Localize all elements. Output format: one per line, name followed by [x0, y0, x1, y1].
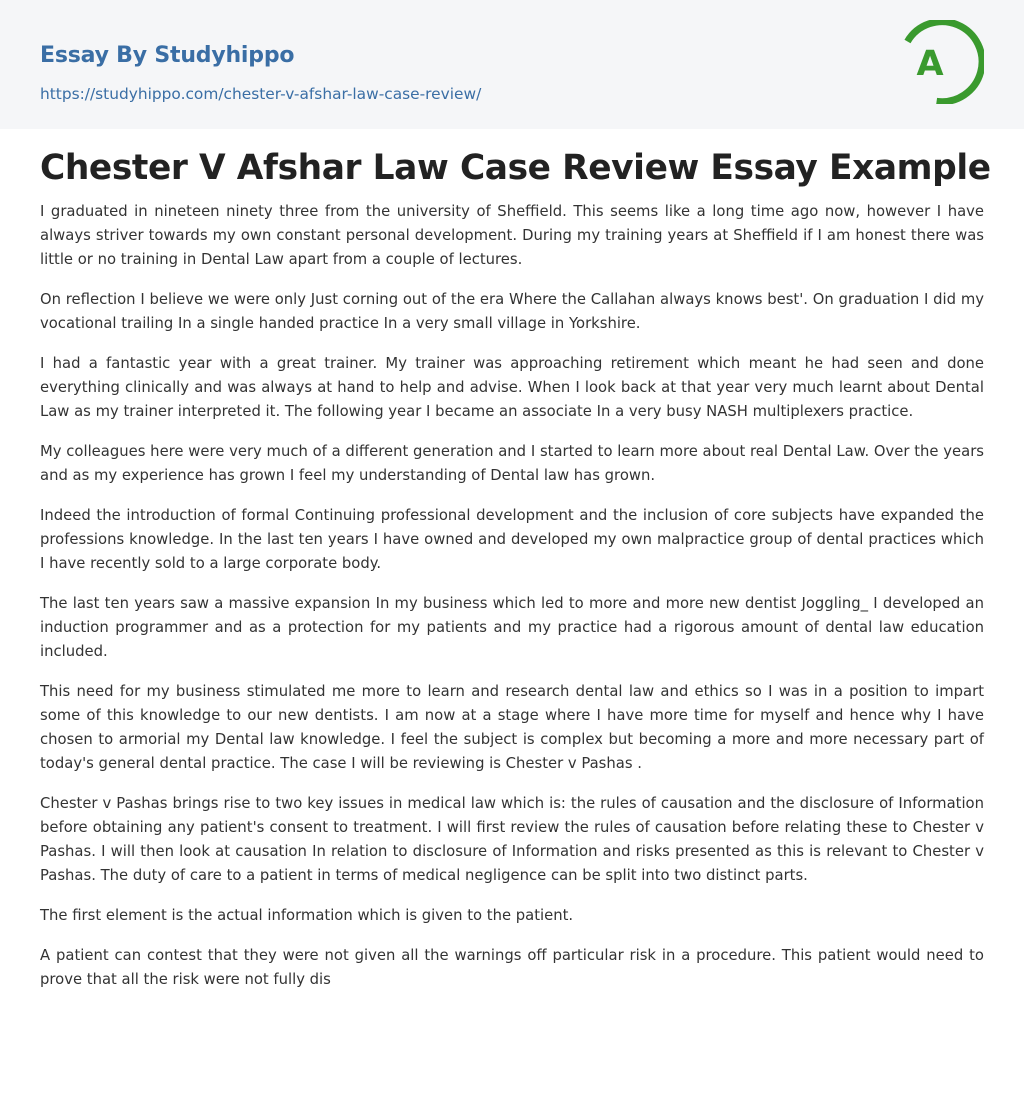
logo-letter: A — [916, 44, 944, 84]
site-brand[interactable]: Essay By Studyhippo — [40, 43, 295, 68]
studyhippo-logo-icon[interactable] — [900, 20, 984, 104]
article-paragraph: My colleagues here were very much of a different generation and I started to learn more about real Dental Law. Over the years and as my experience has grown I feel my understanding of Dental law has grown. — [40, 443, 984, 484]
article-title: Chester V Afshar Law Case Review Essay Example — [40, 148, 991, 188]
article-paragraph: Chester v Pashas brings rise to two key issues in medical law which is: the rules of causation and the disclosure of Information before obtaining any patient's consent to treatment. I will first review the rules of causation before relating these to Chester v Pashas. I will then look at causation In relation to disclosure of Information and risks presented as this is relevant to Chester v Pashas. The duty of care to a patient in terms of medical negligence can be split into two distinct parts. — [40, 795, 984, 884]
article-body — [40, 200, 984, 992]
article-paragraph: A patient can contest that they were not given all the warnings off particular risk in a procedure. This patient would need to prove that all the risk were not fully dis — [40, 947, 984, 988]
article-url-link[interactable]: https://studyhippo.com/chester-v-afshar-law-case-review/ — [40, 85, 482, 103]
article-paragraph: This need for my business stimulated me more to learn and research dental law and ethics so I was in a position to impart some of this knowledge to our new dentists. I am now at a stage where I have more time for myself and hence why I have chosen to armorial my Dental law knowledge. I feel the subject is complex but becoming a more and more necessary part of today's general dental practice. The case I will be reviewing is Chester v Pashas . — [40, 683, 984, 772]
article-paragraph: I graduated in nineteen ninety three from the university of Sheffield. This seems like a long time ago now, however I have always striver towards my own constant personal development. During my training years at Sheffield if I am honest there was little or no training in Dental Law apart from a couple of lectures. — [40, 203, 984, 268]
article-paragraph: On reflection I believe we were only Just corning out of the era Where the Callahan always knows best'. On graduation I did my vocational trailing In a single handed practice In a very small village in Yorkshire. — [40, 291, 984, 332]
article-paragraph: I had a fantastic year with a great trainer. My trainer was approaching retirement which meant he had seen and done everything clinically and was always at hand to help and advise. When I look back at that year very much learnt about Dental Law as my trainer interpreted it. The following year I became an associate In a very busy NASH multiplexers practice. — [40, 355, 984, 420]
article-paragraph: Indeed the introduction of formal Continuing professional development and the inclusion of core subjects have expanded the professions knowledge. In the last ten years I have owned and developed my own malpractice group of dental practices which I have recently sold to a large corporate body. — [40, 507, 984, 572]
article-paragraph: The last ten years saw a massive expansion In my business which led to more and more new dentist Joggling_ I developed an induction programmer and as a protection for my patients and my practice had a rigorous amount of dental law education included. — [40, 595, 984, 660]
article-paragraph: The first element is the actual information which is given to the patient. — [40, 907, 574, 924]
site-header — [0, 0, 1024, 129]
